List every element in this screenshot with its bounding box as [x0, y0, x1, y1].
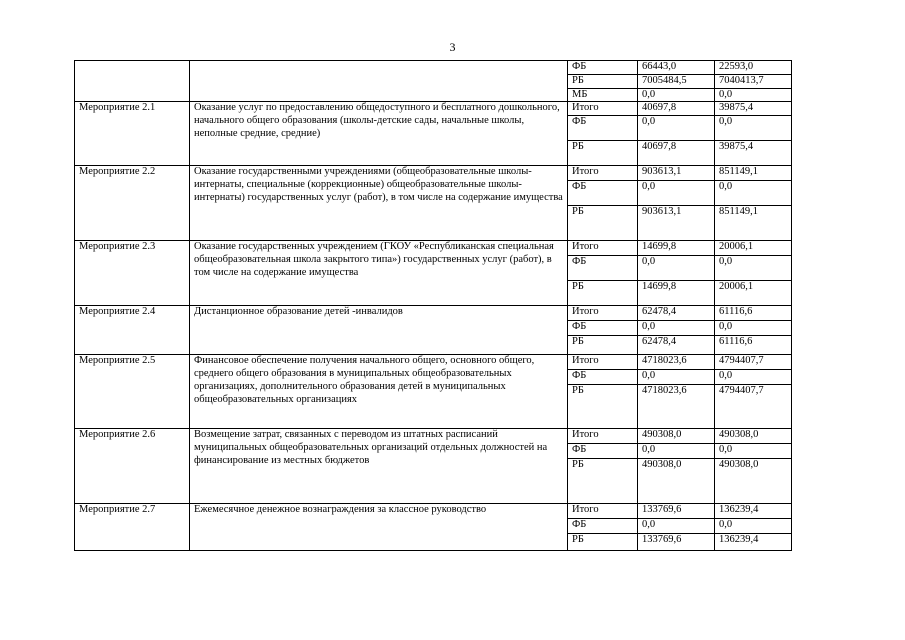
amount-value-1: 40697,8: [638, 102, 715, 116]
amount-value-1: 62478,4: [638, 336, 715, 355]
amount-value-1: 903613,1: [638, 206, 715, 241]
amount-value-1: 903613,1: [638, 166, 715, 181]
funding-source: РБ: [568, 534, 638, 551]
amount-value-2: 0,0: [715, 519, 792, 534]
table-row: [75, 355, 792, 370]
measure-name: Мероприятие 2.2: [75, 166, 190, 241]
funding-source: Итого: [568, 102, 638, 116]
amount-value-2: 136239,4: [715, 534, 792, 551]
amount-value-1: 62478,4: [638, 306, 715, 321]
amount-value-2: 4794407,7: [715, 355, 792, 370]
measure-description: [190, 61, 568, 102]
amount-value-2: 20006,1: [715, 241, 792, 256]
measure-description: Оказание государственных учреждением (ГКОУ «Республиканская специальная общеобразовательная школа закрытого типа») государственных услуг (работ), в том числе на содержание имущества: [190, 241, 568, 306]
measure-name: [75, 61, 190, 102]
table-row: [75, 429, 792, 444]
amount-value-2: 490308,0: [715, 459, 792, 504]
amount-value-1: 0,0: [638, 444, 715, 459]
funding-source: ФБ: [568, 61, 638, 75]
table-row: [75, 306, 792, 321]
funding-source: РБ: [568, 206, 638, 241]
funding-source: Итого: [568, 241, 638, 256]
measure-name: Мероприятие 2.4: [75, 306, 190, 355]
measure-description: Оказание услуг по предоставлению общедоступного и бесплатного дошкольного, начального общего образования (школы-детские сады, начальные школы, неполные средние, средние): [190, 102, 568, 166]
measure-description: Оказание государственными учреждениями (общеобразовательные школы-интернаты, специальные (коррекционные) общеобразовательные школы-интернаты) государственных услуг (работ), в том числе на содержание имущества: [190, 166, 568, 241]
measure-name: Мероприятие 2.3: [75, 241, 190, 306]
budget-table-body: [75, 61, 792, 551]
amount-value-1: 133769,6: [638, 534, 715, 551]
amount-value-2: 490308,0: [715, 429, 792, 444]
table-row: [75, 166, 792, 181]
funding-source: ФБ: [568, 519, 638, 534]
funding-source: РБ: [568, 281, 638, 306]
amount-value-1: 40697,8: [638, 141, 715, 166]
funding-source: Итого: [568, 355, 638, 370]
amount-value-1: 4718023,6: [638, 385, 715, 429]
amount-value-2: 0,0: [715, 181, 792, 206]
amount-value-1: 0,0: [638, 116, 715, 141]
amount-value-2: 0,0: [715, 370, 792, 385]
measure-name: Мероприятие 2.6: [75, 429, 190, 504]
amount-value-1: 14699,8: [638, 281, 715, 306]
amount-value-2: 4794407,7: [715, 385, 792, 429]
funding-source: РБ: [568, 74, 638, 88]
funding-source: РБ: [568, 385, 638, 429]
amount-value-2: 22593,0: [715, 61, 792, 75]
table-row: [75, 504, 792, 519]
amount-value-1: 0,0: [638, 321, 715, 336]
funding-source: ФБ: [568, 181, 638, 206]
amount-value-1: 0,0: [638, 88, 715, 102]
amount-value-2: 0,0: [715, 88, 792, 102]
funding-source: ФБ: [568, 444, 638, 459]
budget-table: [74, 60, 792, 551]
amount-value-2: 0,0: [715, 256, 792, 281]
funding-source: Итого: [568, 166, 638, 181]
table-row: [75, 102, 792, 116]
amount-value-2: 0,0: [715, 116, 792, 141]
amount-value-1: 0,0: [638, 256, 715, 281]
funding-source: МБ: [568, 88, 638, 102]
measure-name: Мероприятие 2.5: [75, 355, 190, 429]
amount-value-1: 66443,0: [638, 61, 715, 75]
amount-value-1: 4718023,6: [638, 355, 715, 370]
table-row: [75, 61, 792, 75]
funding-source: Итого: [568, 429, 638, 444]
table-row: [75, 241, 792, 256]
funding-source: ФБ: [568, 116, 638, 141]
measure-name: Мероприятие 2.1: [75, 102, 190, 166]
amount-value-2: 20006,1: [715, 281, 792, 306]
funding-source: РБ: [568, 141, 638, 166]
funding-source: ФБ: [568, 370, 638, 385]
amount-value-2: 136239,4: [715, 504, 792, 519]
amount-value-2: 39875,4: [715, 102, 792, 116]
amount-value-1: 490308,0: [638, 459, 715, 504]
measure-description: Ежемесячное денежное вознаграждения за классное руководство: [190, 504, 568, 551]
amount-value-1: 0,0: [638, 370, 715, 385]
amount-value-2: 61116,6: [715, 306, 792, 321]
measure-description: Возмещение затрат, связанных с переводом из штатных расписаний муниципальных общеобразовательных организаций отдельных должностей на финансирование из местных бюджетов: [190, 429, 568, 504]
amount-value-1: 0,0: [638, 519, 715, 534]
amount-value-2: 851149,1: [715, 206, 792, 241]
measure-description: Дистанционное образование детей -инвалидов: [190, 306, 568, 355]
page-number: 3: [449, 40, 456, 54]
amount-value-1: 7005484,5: [638, 74, 715, 88]
amount-value-1: 490308,0: [638, 429, 715, 444]
amount-value-2: 61116,6: [715, 336, 792, 355]
amount-value-1: 0,0: [638, 181, 715, 206]
funding-source: Итого: [568, 504, 638, 519]
amount-value-2: 0,0: [715, 321, 792, 336]
amount-value-1: 14699,8: [638, 241, 715, 256]
amount-value-2: 39875,4: [715, 141, 792, 166]
amount-value-2: 7040413,7: [715, 74, 792, 88]
funding-source: РБ: [568, 336, 638, 355]
funding-source: РБ: [568, 459, 638, 504]
measure-name: Мероприятие 2.7: [75, 504, 190, 551]
amount-value-2: 851149,1: [715, 166, 792, 181]
measure-description: Финансовое обеспечение получения начального общего, основного общего, среднего общего образования в муниципальных общеобразовательных организациях, дополнительного образования детей в муниципальных общеобразовательных организациях: [190, 355, 568, 429]
funding-source: ФБ: [568, 256, 638, 281]
amount-value-1: 133769,6: [638, 504, 715, 519]
amount-value-2: 0,0: [715, 444, 792, 459]
funding-source: ФБ: [568, 321, 638, 336]
funding-source: Итого: [568, 306, 638, 321]
